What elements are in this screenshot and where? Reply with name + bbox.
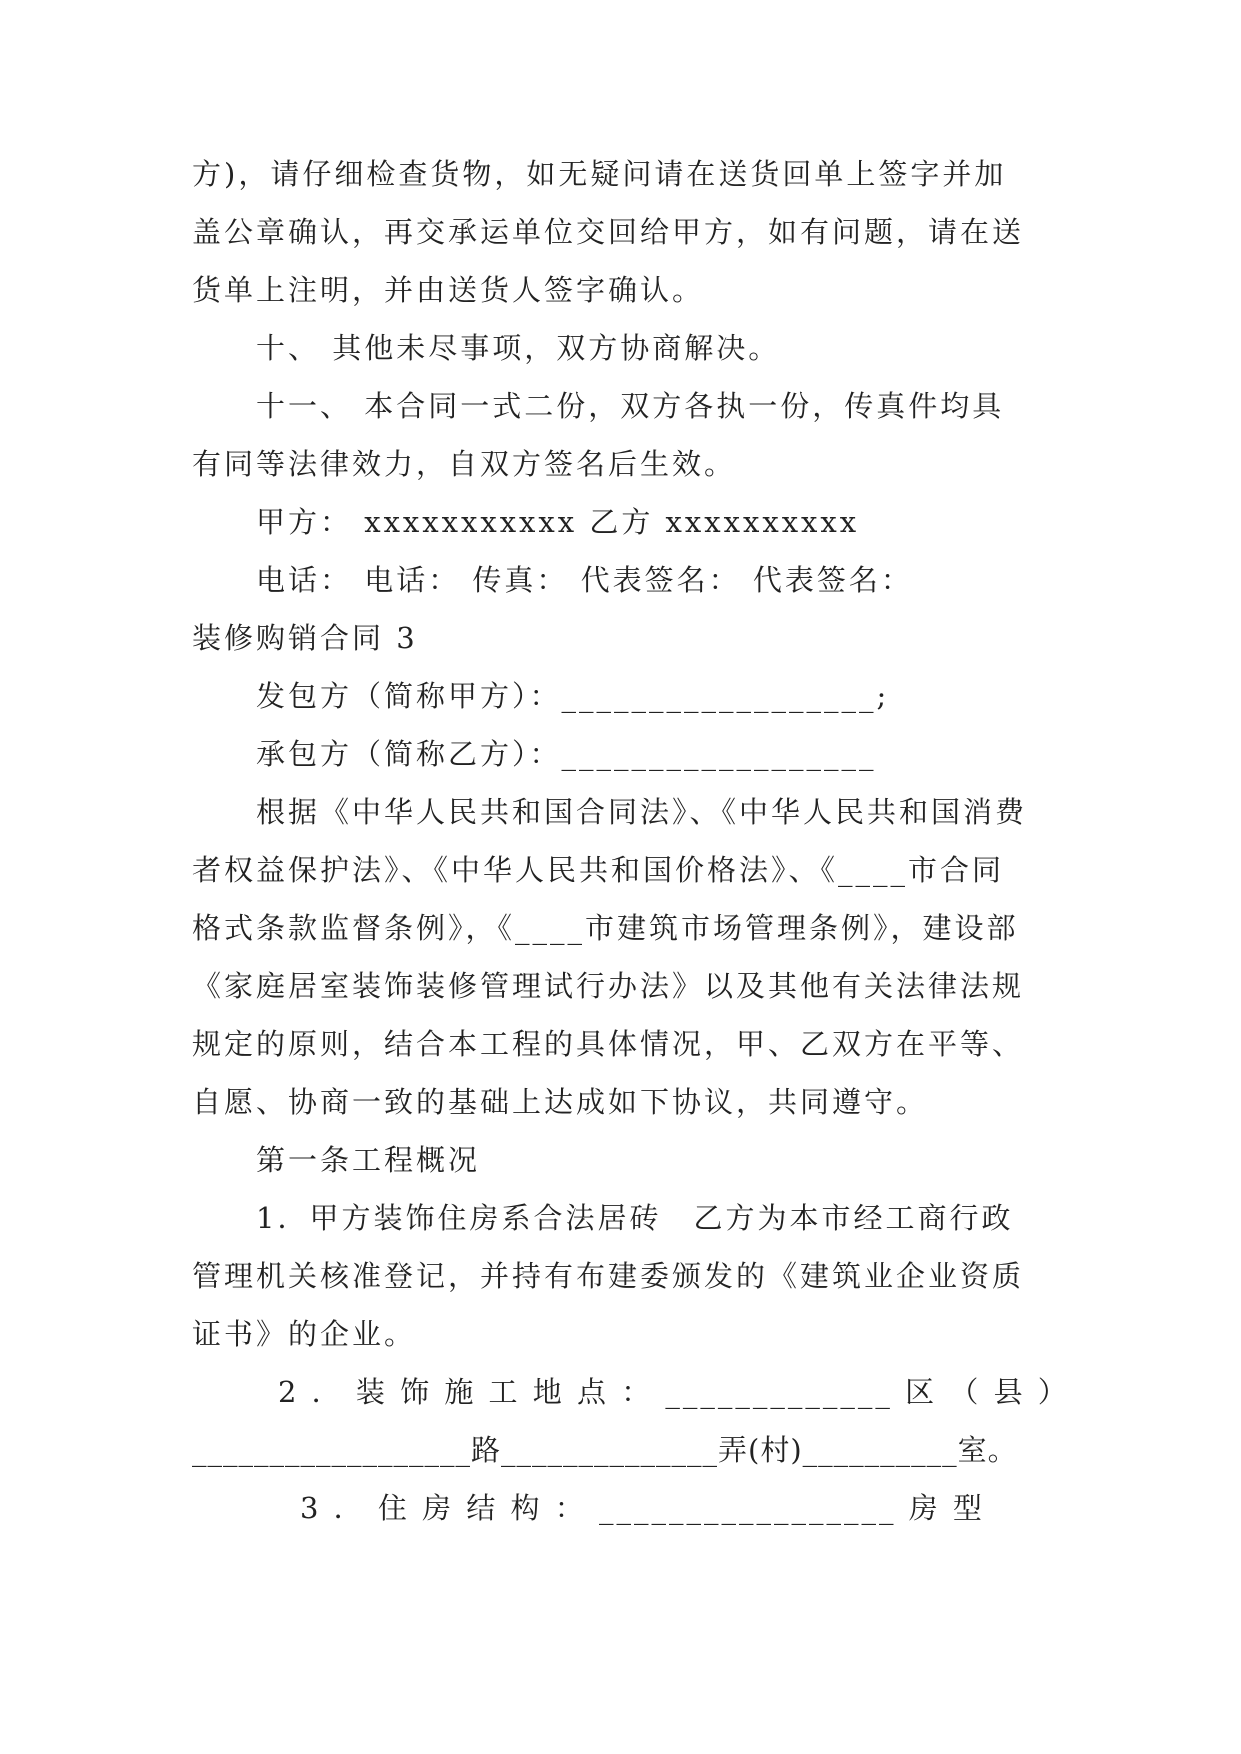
paragraph-line: 根据《中华人民共和国合同法》、《中华人民共和国消费 [256,795,1028,829]
paragraph-line: 盖公章确认，再交承运单位交回给甲方，如有问题，请在送 [192,215,1025,249]
party-signature-line: 甲方： xxxxxxxxxxx 乙方 xxxxxxxxxx [256,505,860,539]
section-heading: 第一条工程概况 [256,1143,481,1177]
contractor-line: 承包方（简称乙方）：__________________ [256,737,877,771]
paragraph-line: 货单上注明，并由送货人签字确认。 [192,273,705,307]
housing-structure-line: 3 ． 住 房 结 构 ： _________________ 房 型 [300,1491,985,1525]
clause-ten: 十、 其他未尽事项，双方协商解决。 [256,331,781,365]
paragraph-line: 方)，请仔细检查货物，如无疑问请在送货回单上签字并加 [192,157,1007,191]
paragraph-line: 管理机关核准登记，并持有布建委颁发的《建筑业企业资质 [192,1259,1025,1293]
paragraph-line: 证书》的企业。 [192,1317,417,1351]
paragraph-line: 者权益保护法》、《中华人民共和国价格法》、《____市合同 [192,853,1005,887]
paragraph-line: 自愿、协商一致的基础上达成如下协议，共同遵守。 [192,1085,929,1119]
address-line: __________________路______________弄(村)__________室。 [192,1433,1018,1467]
paragraph-line: 格式条款监督条例》，《____市建筑市场管理条例》，建设部 [192,911,1019,945]
employer-line: 发包方（简称甲方）：__________________; [256,679,890,713]
construction-site-line: 2 ． 装 饰 施 工 地 点 ： _____________ 区 （ 县 ） [278,1375,1070,1409]
paragraph-line: 规定的原则，结合本工程的具体情况，甲、乙双方在平等、 [192,1027,1025,1061]
paragraph-line: 1．甲方装饰住房系合法居砖 乙方为本市经工商行政 [256,1201,1014,1235]
paragraph-line: 《家庭居室装饰装修管理试行办法》以及其他有关法律法规 [192,969,1025,1003]
contact-line: 电话： 电话： 传真： 代表签名： 代表签名： [256,563,913,597]
contract-title: 装修购销合同 3 [192,621,418,655]
clause-eleven: 十一、 本合同一式二份，双方各执一份，传真件均具 [256,389,1005,423]
paragraph-line: 有同等法律效力，自双方签名后生效。 [192,447,737,481]
